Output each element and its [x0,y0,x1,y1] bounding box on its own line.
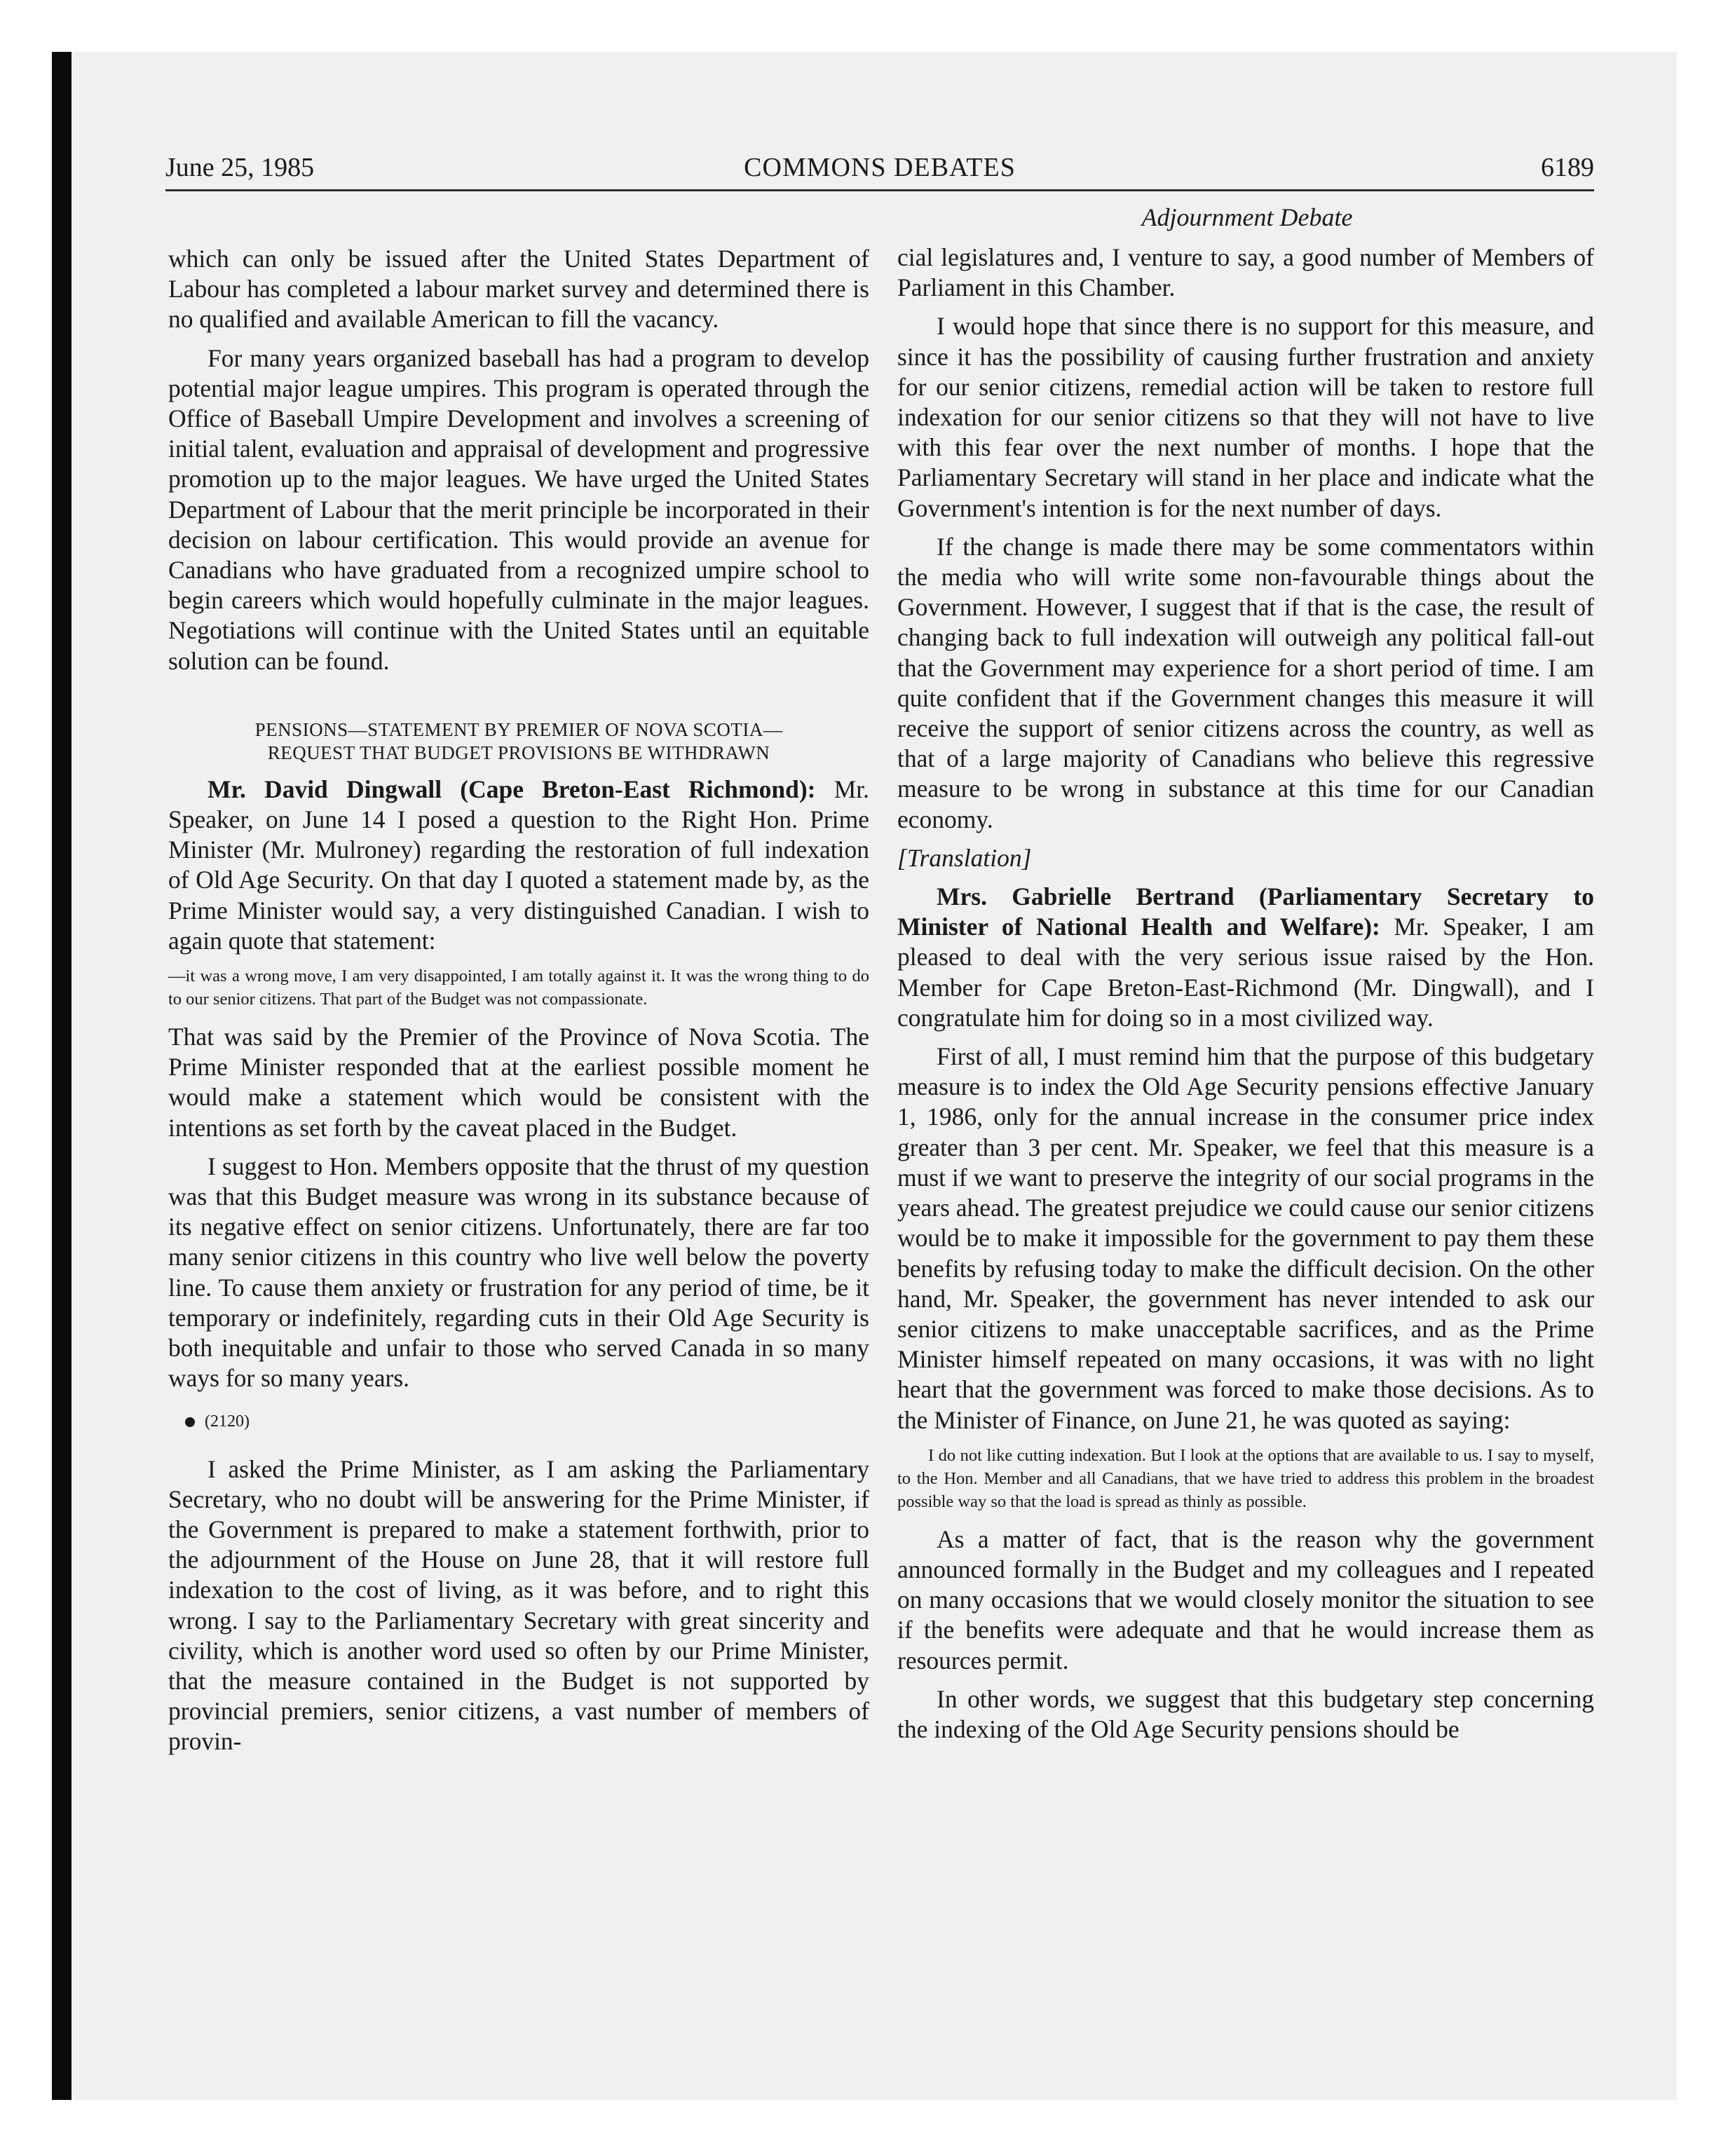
paragraph: In other words, we suggest that this budgetary step concerning the indexing of the Old Age Security pensions should be [897,1684,1594,1743]
speech-paragraph [168,775,869,956]
right-column [897,243,1594,1745]
translation-label-text: [Translation] [897,843,1032,872]
header-date: June 25, 1985 [165,153,315,182]
paragraph: I asked the Prime Minister, as I am asking the Parliamentary Secretary, who no doubt will be answering for the Prime Minister, if the Government is prepared to make a statement forthwith, prior to the adjournment of the House on June 28, that it will restore full indexation to the cost of living, as it was before, and to right this wrong. I say to the Parliamentary Secretary with great sincerity and civility, which is another word used so often by our Prime Minister, that the measure contained in the Budget is not supported by provincial premiers, senior citizens, a vast number of members of provin- [168,1454,869,1756]
paragraph: For many years organized baseball has had a program to develop potential major league umpires. This program is operated through the Office of Baseball Umpire Development and involves a screening of initial talent, evaluation and appraisal of development and progressive promotion up to the major leagues. We have urged the United States Department of Labour that the merit principle be incorporated in their decision on labour certification. This would provide an avenue for Canadians who have graduated from a recognized umpire school to begin careers which would hopefully culminate in the major leagues. Negotiations will continue with the United States until an equitable solution can be found. [168,343,869,675]
time-marker [168,1410,869,1433]
paragraph: That was said by the Premier of the Province of Nova Scotia. The Prime Minister responded that at the earliest possible moment he would make a statement which would be consistent with the intentions as set forth by the caveat placed in the Budget. [168,1023,869,1142]
paragraph: I suggest to Hon. Members opposite that the thrust of my question was that this Budget measure was wrong in its substance because of its negative effect on senior citizens. Unfortunately, there are far too many senior citizens in this country who live well below the poverty line. To cause them anxiety or frustration for any period of time, be it temporary or indefinitely, regarding cuts in their Old Age Security is both inequitable and unfair to those who served Canada in so many ways for so many years. [168,1152,869,1393]
left-column [168,244,869,1757]
section-heading [168,718,869,765]
translation-label [897,843,1594,873]
paragraph: cial legislatures and, I venture to say, a good number of Members of Parliament in this Chamber. [897,243,1594,302]
header-title: COMMONS DEBATES [744,153,1016,182]
time-marker-text: (2120) [205,1412,250,1431]
paragraph: If the change is made there may be some commentators within the media who will write some non-favourable things about the Government. However, I suggest that if that is the case, the result of changing back to full indexation will outweigh any political fall-out that the Government may experience for a short period of time. I am quite confident that if the Government changes this measure it will receive the support of senior citizens across the country, as well as that of a large majority of Canadians who believe this regressive measure to be wrong in substance at this time for our Canadian economy. [897,532,1594,833]
block-quote: I do not like cutting indexation. But I look at the options that are available to us. I say to myself, to the Hon. Member and all Canadians, that we have tried to address this problem in the broadest possible way so that the load is spread as thinly as possible. [897,1445,1594,1511]
binding-edge [52,52,72,2100]
paragraph: As a matter of fact, that is the reason why the government announced formally in the Budget and my colleagues and I repeated on many occasions that we would closely monitor the situation to see if the benefits were adequate and that he would increase them as resources permit. [897,1524,1594,1674]
paragraph: First of all, I must remind him that the purpose of this budgetary measure is to index the Old Age Security pensions effective January 1, 1986, only for the annual increase in the consumer price index greater than 3 per cent. Mr. Speaker, we feel that this measure is a must if we want to preserve the integrity of our social programs in the years ahead. The greatest prejudice we could cause our senior citizens would be to make it impossible for the government to pay them these benefits by refusing today to make the difficult decision. On the other hand, Mr. Speaker, the government has never intended to ask our senior citizens to make unacceptable sacrifices, and as the Prime Minister himself repeated on many occasions, it was with no light heart that the government was forced to make those decisions. As to the Minister of Finance, on June 21, he was quoted as saying: [897,1042,1594,1434]
speaker-name: Mr. David Dingwall (Cape Breton-East Richmond): [207,775,816,803]
header-page-number: 6189 [1541,153,1594,182]
speech-text: Mr. Speaker, I am pleased to deal with the very serious issue raised by the Hon. Member for Cape Breton-East-Richmond (Mr. Dingwall), and I congratulate him for doing so in a most civilized way. [897,913,1594,1032]
page-header [165,150,1594,191]
block-quote: —it was a wrong move, I am very disappointed, I am totally against it. It was the wrong thing to do to our senior citizens. That part of the Budget was not compassionate. [168,967,869,1009]
speaker-name: Mrs. Gabrielle Bertrand (Parliamentary Secretary to Minister of National Health and Welfare): [897,882,1594,941]
heading-line: REQUEST THAT BUDGET PROVISIONS BE WITHDRAWN [267,742,770,763]
speech-paragraph [897,882,1594,1033]
speech-text: Mr. Speaker, on June 14 I posed a question to the Right Hon. Prime Minister (Mr. Mulroney) regarding the restoration of full indexation of Old Age Security. On that day I quoted a statement made by, as the Prime Minister would say, a very distinguished Canadian. I wish to again quote that statement: [168,775,869,955]
bullet-icon [185,1417,195,1427]
paragraph: I would hope that since there is no support for this measure, and since it has the possibility of causing further frustration and anxiety for our senior citizens, remedial action will be taken to restore full indexation for our senior citizens so that they will not have to live with this fear over the next number of months. I hope that the Parliamentary Secretary will stand in her place and indicate what the Government's intention is for the next number of days. [897,312,1594,522]
heading-line: PENSIONS—STATEMENT BY PREMIER OF NOVA SCOTIA— [254,718,783,740]
section-label: Adjournment Debate [1141,203,1353,231]
paragraph: which can only be issued after the United States Department of Labour has completed a labour market survey and determined there is no qualified and available American to fill the vacancy. [168,245,869,334]
